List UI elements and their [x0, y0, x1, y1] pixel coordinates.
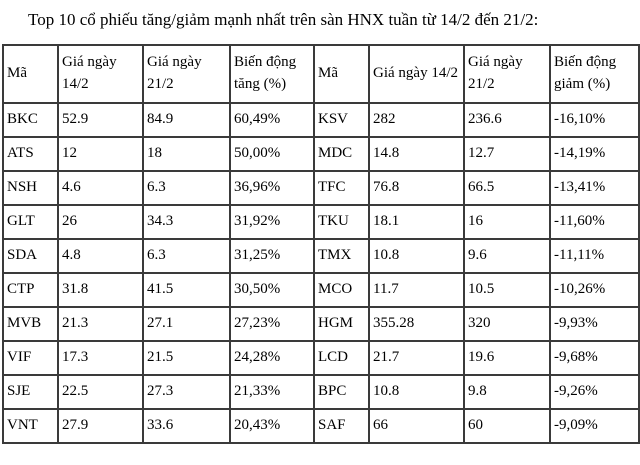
loser-code: MDC [314, 137, 369, 171]
table-row [3, 137, 639, 171]
gainer-code: SDA [3, 239, 58, 273]
loser-price-end: 12.7 [464, 137, 550, 171]
col-header-gain-change: Biến động tăng (%) [230, 45, 314, 103]
gainer-price-end: 21.5 [143, 341, 230, 375]
gainer-code: MVB [3, 307, 58, 341]
table-row [3, 341, 639, 375]
loser-code: TFC [314, 171, 369, 205]
table-row [3, 171, 639, 205]
loser-change: -16,10% [550, 103, 639, 137]
loser-price-start: 21.7 [369, 341, 464, 375]
loser-code: BPC [314, 375, 369, 409]
gainer-code: VIF [3, 341, 58, 375]
col-header-gain-price-start: Giá ngày 14/2 [58, 45, 143, 103]
loser-price-start: 355.28 [369, 307, 464, 341]
col-header-gain-price-end: Giá ngày 21/2 [143, 45, 230, 103]
gainer-price-start: 31.8 [58, 273, 143, 307]
gainer-code: NSH [3, 171, 58, 205]
loser-price-start: 14.8 [369, 137, 464, 171]
loser-price-end: 236.6 [464, 103, 550, 137]
loser-code: SAF [314, 409, 369, 443]
table-row [3, 239, 639, 273]
gainer-code: CTP [3, 273, 58, 307]
gainer-code: VNT [3, 409, 58, 443]
loser-code: TMX [314, 239, 369, 273]
stock-table [2, 44, 640, 444]
loser-price-end: 9.6 [464, 239, 550, 273]
loser-change: -11,11% [550, 239, 639, 273]
gainer-price-end: 84.9 [143, 103, 230, 137]
loser-change: -9,93% [550, 307, 639, 341]
loser-code: TKU [314, 205, 369, 239]
table-row [3, 375, 639, 409]
gainer-price-start: 26 [58, 205, 143, 239]
table-row [3, 103, 639, 137]
col-header-loss-price-start: Giá ngày 14/2 [369, 45, 464, 103]
loser-price-start: 76.8 [369, 171, 464, 205]
loser-code: KSV [314, 103, 369, 137]
loser-price-end: 9.8 [464, 375, 550, 409]
gainer-price-end: 33.6 [143, 409, 230, 443]
document [0, 9, 640, 465]
loser-change: -11,60% [550, 205, 639, 239]
col-header-loss-change: Biến động giảm (%) [550, 45, 639, 103]
gainer-price-start: 21.3 [58, 307, 143, 341]
loser-price-start: 10.8 [369, 239, 464, 273]
loser-price-start: 18.1 [369, 205, 464, 239]
gainer-price-end: 27.1 [143, 307, 230, 341]
loser-code: MCO [314, 273, 369, 307]
gainer-change: 20,43% [230, 409, 314, 443]
loser-price-end: 19.6 [464, 341, 550, 375]
loser-price-end: 66.5 [464, 171, 550, 205]
gainer-change: 24,28% [230, 341, 314, 375]
loser-code: LCD [314, 341, 369, 375]
gainer-price-start: 17.3 [58, 341, 143, 375]
loser-price-end: 10.5 [464, 273, 550, 307]
header-row [3, 45, 639, 103]
gainer-price-start: 27.9 [58, 409, 143, 443]
gainer-change: 21,33% [230, 375, 314, 409]
loser-price-end: 16 [464, 205, 550, 239]
col-header-loss-price-end: Giá ngày 21/2 [464, 45, 550, 103]
loser-change: -13,41% [550, 171, 639, 205]
loser-change: -9,26% [550, 375, 639, 409]
gainer-change: 31,92% [230, 205, 314, 239]
gainer-change: 60,49% [230, 103, 314, 137]
gainer-price-start: 12 [58, 137, 143, 171]
gainer-price-end: 27.3 [143, 375, 230, 409]
gainer-price-start: 4.8 [58, 239, 143, 273]
loser-change: -9,09% [550, 409, 639, 443]
gainer-change: 30,50% [230, 273, 314, 307]
loser-price-end: 60 [464, 409, 550, 443]
loser-price-start: 10.8 [369, 375, 464, 409]
gainer-change: 27,23% [230, 307, 314, 341]
gainer-code: ATS [3, 137, 58, 171]
gainer-price-start: 52.9 [58, 103, 143, 137]
page-title: Top 10 cổ phiếu tăng/giảm mạnh nhất trên sàn HNX tuần từ 14/2 đến 21/2: [28, 10, 539, 29]
gainer-code: BKC [3, 103, 58, 137]
gainer-price-end: 6.3 [143, 239, 230, 273]
loser-change: -14,19% [550, 137, 639, 171]
gainer-price-end: 18 [143, 137, 230, 171]
loser-price-start: 282 [369, 103, 464, 137]
gainer-price-end: 41.5 [143, 273, 230, 307]
col-header-gain-code: Mã [3, 45, 58, 103]
gainer-price-start: 4.6 [58, 171, 143, 205]
table-row [3, 409, 639, 443]
loser-code: HGM [314, 307, 369, 341]
gainer-code: GLT [3, 205, 58, 239]
gainer-price-end: 6.3 [143, 171, 230, 205]
table-row [3, 273, 639, 307]
loser-change: -9,68% [550, 341, 639, 375]
gainer-price-end: 34.3 [143, 205, 230, 239]
table-row [3, 205, 639, 239]
gainer-change: 36,96% [230, 171, 314, 205]
gainer-change: 50,00% [230, 137, 314, 171]
gainer-change: 31,25% [230, 239, 314, 273]
loser-price-start: 66 [369, 409, 464, 443]
col-header-loss-code: Mã [314, 45, 369, 103]
table-row [3, 307, 639, 341]
loser-price-start: 11.7 [369, 273, 464, 307]
loser-change: -10,26% [550, 273, 639, 307]
gainer-price-start: 22.5 [58, 375, 143, 409]
loser-price-end: 320 [464, 307, 550, 341]
gainer-code: SJE [3, 375, 58, 409]
